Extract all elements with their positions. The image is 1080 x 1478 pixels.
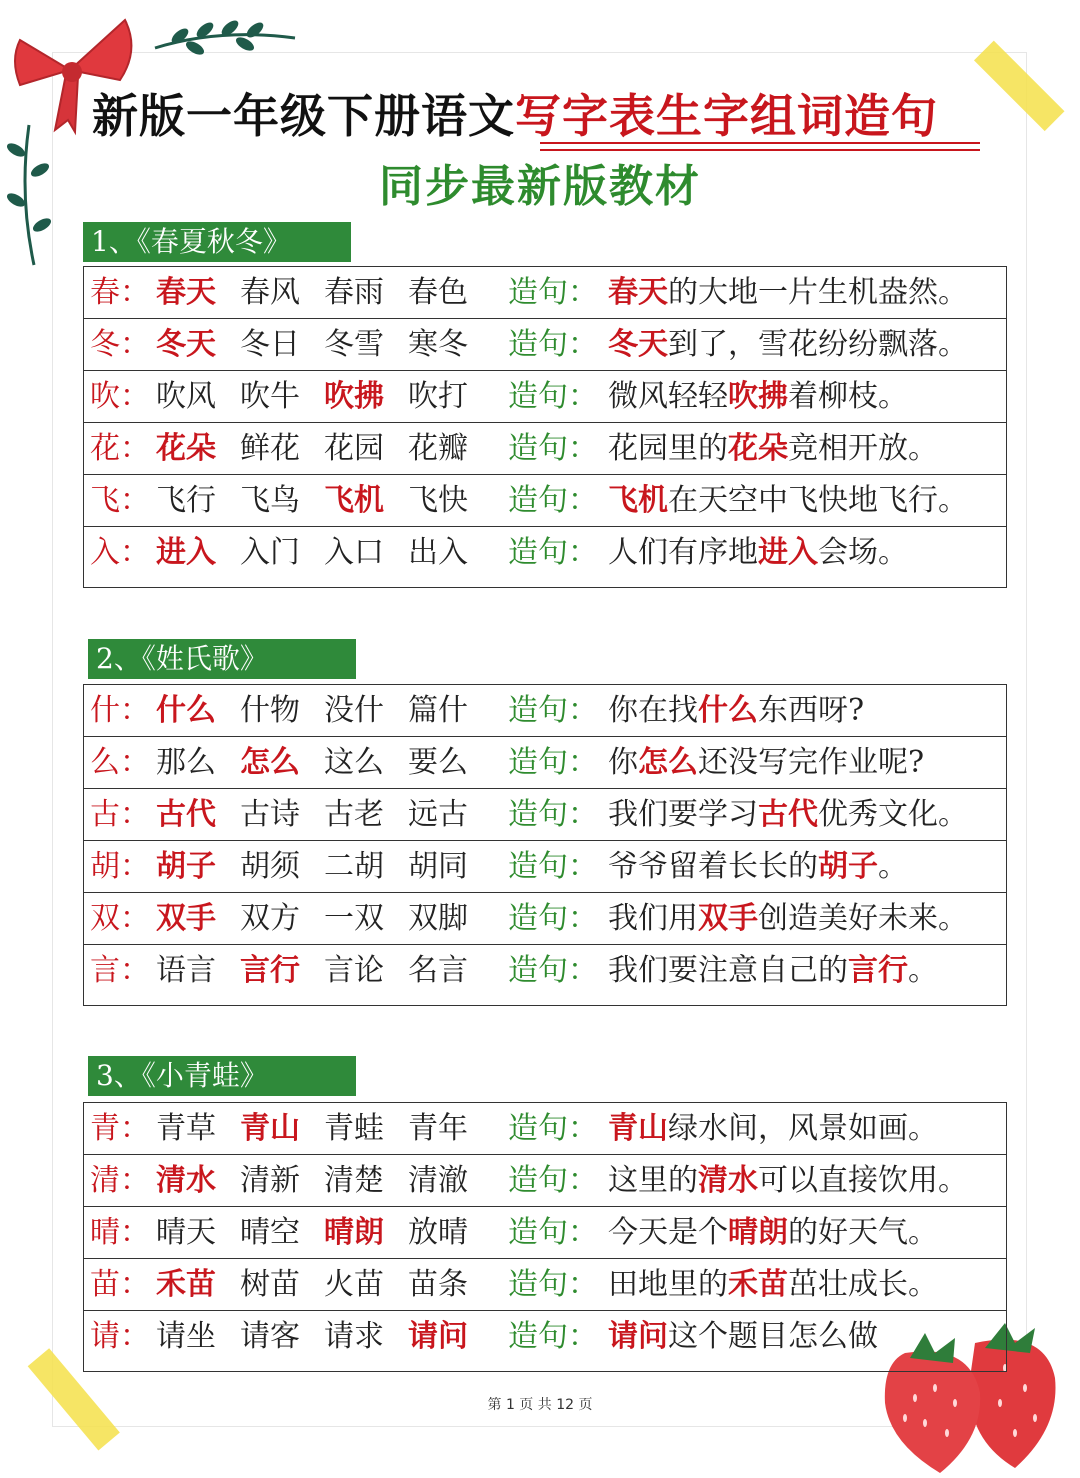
character-cell: 苗： xyxy=(90,1267,150,1302)
character-cell: 入： xyxy=(90,535,150,570)
section-header: 1、《春夏秋冬》 xyxy=(83,222,351,262)
word-cell: 什么 xyxy=(156,693,216,728)
character-text: 言 xyxy=(90,953,120,988)
character-text: 飞 xyxy=(90,483,120,518)
word-cell: 苗条 xyxy=(408,1267,468,1302)
sentence-cell xyxy=(608,475,968,527)
word-cell: 晴天 xyxy=(156,1215,216,1250)
word-cell: 寒冬 xyxy=(408,327,468,362)
character-cell: 么： xyxy=(90,745,150,780)
word-cell: 言行 xyxy=(240,953,300,988)
word-cell: 树苗 xyxy=(240,1267,300,1302)
sentence-highlight: 进入 xyxy=(758,535,818,570)
sentence-text: 。 xyxy=(878,849,908,884)
sentence-text: 这个题目怎么做 xyxy=(668,1319,878,1354)
word-cell: 请客 xyxy=(240,1319,300,1354)
word-cell: 请求 xyxy=(324,1319,384,1354)
sentence-cell xyxy=(608,1103,938,1155)
sentence-text: 东西呀? xyxy=(758,693,865,728)
table-row xyxy=(84,945,1006,1005)
word-cell: 入门 xyxy=(240,535,300,570)
character-cell: 吹： xyxy=(90,379,150,414)
sentence-text: 你在找 xyxy=(608,693,698,728)
word-cell: 双手 xyxy=(156,901,216,936)
word-cell: 飞机 xyxy=(324,483,384,518)
word-cell: 春天 xyxy=(156,275,216,310)
sentence-text: 在天空中飞快地飞行。 xyxy=(668,483,968,518)
sentence-text: 可以直接饮用。 xyxy=(758,1163,968,1198)
table-row xyxy=(84,267,1006,319)
page-footer: 第 1 页 共 12 页 xyxy=(487,1397,593,1413)
character-cell: 春： xyxy=(90,275,150,310)
table-row xyxy=(84,371,1006,423)
character-text: 入 xyxy=(90,535,120,570)
sentence-text: 。 xyxy=(908,953,938,988)
sentence-text: 我们要注意自己的 xyxy=(608,953,848,988)
word-cell: 青草 xyxy=(156,1111,216,1146)
word-cell: 晴朗 xyxy=(324,1215,384,1250)
word-cell: 冬日 xyxy=(240,327,300,362)
word-table xyxy=(83,266,1007,588)
word-table xyxy=(83,1102,1007,1372)
sentence-label: 造句： xyxy=(508,431,598,466)
word-cell: 语言 xyxy=(156,953,216,988)
sentence-label: 造句： xyxy=(508,1163,598,1198)
sentence-text: 爷爷留着长长的 xyxy=(608,849,818,884)
sentence-cell xyxy=(608,841,908,893)
sentence-highlight: 冬天 xyxy=(608,327,668,362)
sentence-text: 茁壮成长。 xyxy=(788,1267,938,1302)
word-cell: 禾苗 xyxy=(156,1267,216,1302)
sentence-label: 造句： xyxy=(508,1215,598,1250)
character-text: 春 xyxy=(90,275,120,310)
word-cell: 什物 xyxy=(240,693,300,728)
word-cell: 花瓣 xyxy=(408,431,468,466)
character-cell: 言： xyxy=(90,953,150,988)
word-cell: 放晴 xyxy=(408,1215,468,1250)
sentence-highlight: 言行 xyxy=(848,953,908,988)
sentence-cell xyxy=(608,319,968,371)
word-cell: 入口 xyxy=(324,535,384,570)
sentence-text: 着柳枝。 xyxy=(788,379,908,414)
sentence-text: 到了，雪花纷纷飘落。 xyxy=(668,327,968,362)
sentence-label: 造句： xyxy=(508,745,598,780)
word-cell: 清新 xyxy=(240,1163,300,1198)
word-cell: 这么 xyxy=(324,745,384,780)
character-text: 么 xyxy=(90,745,120,780)
word-cell: 篇什 xyxy=(408,693,468,728)
character-text: 苗 xyxy=(90,1267,120,1302)
table-row xyxy=(84,1155,1006,1207)
word-cell: 远古 xyxy=(408,797,468,832)
sentence-cell xyxy=(608,945,938,997)
character-cell: 花： xyxy=(90,431,150,466)
word-cell: 飞行 xyxy=(156,483,216,518)
word-cell: 怎么 xyxy=(240,745,300,780)
word-cell: 鲜花 xyxy=(240,431,300,466)
word-cell: 青蛙 xyxy=(324,1111,384,1146)
word-cell: 春雨 xyxy=(324,275,384,310)
word-cell: 进入 xyxy=(156,535,216,570)
word-cell: 花园 xyxy=(324,431,384,466)
sentence-text: 竞相开放。 xyxy=(788,431,938,466)
table-row xyxy=(84,1311,1006,1371)
sentence-highlight: 清水 xyxy=(698,1163,758,1198)
word-cell: 青年 xyxy=(408,1111,468,1146)
word-cell: 飞鸟 xyxy=(240,483,300,518)
sentence-text: 我们要学习 xyxy=(608,797,758,832)
sentence-highlight: 花朵 xyxy=(728,431,788,466)
sentence-cell xyxy=(608,685,864,737)
word-cell: 清水 xyxy=(156,1163,216,1198)
table-row xyxy=(84,527,1006,587)
word-cell: 花朵 xyxy=(156,431,216,466)
word-cell: 古老 xyxy=(324,797,384,832)
sentence-text: 还没写完作业呢? xyxy=(698,745,925,780)
section-header: 3、《小青蛙》 xyxy=(88,1056,356,1096)
table-row xyxy=(84,841,1006,893)
character-text: 双 xyxy=(90,901,120,936)
word-table xyxy=(83,684,1007,1006)
sentence-text: 会场。 xyxy=(818,535,908,570)
table-row xyxy=(84,423,1006,475)
sentence-text: 优秀文化。 xyxy=(818,797,968,832)
word-cell: 二胡 xyxy=(324,849,384,884)
sentence-highlight: 怎么 xyxy=(638,745,698,780)
character-cell: 清： xyxy=(90,1163,150,1198)
sentence-highlight: 什么 xyxy=(698,693,758,728)
character-cell: 冬： xyxy=(90,327,150,362)
word-cell: 名言 xyxy=(408,953,468,988)
sentence-highlight: 春天 xyxy=(608,275,668,310)
sentence-highlight: 请问 xyxy=(608,1319,668,1354)
word-cell: 晴空 xyxy=(240,1215,300,1250)
word-cell: 胡须 xyxy=(240,849,300,884)
word-cell: 冬天 xyxy=(156,327,216,362)
sentence-label: 造句： xyxy=(508,693,598,728)
sentence-text: 我们用 xyxy=(608,901,698,936)
table-row xyxy=(84,1103,1006,1155)
sentence-text: 你 xyxy=(608,745,638,780)
character-cell: 青： xyxy=(90,1111,150,1146)
sentence-text: 的大地一片生机盎然。 xyxy=(668,275,968,310)
sentence-label: 造句： xyxy=(508,849,598,884)
character-text: 吹 xyxy=(90,379,120,414)
sentence-cell xyxy=(608,1259,938,1311)
word-cell: 请坐 xyxy=(156,1319,216,1354)
sentence-text: 人们有序地 xyxy=(608,535,758,570)
sentence-cell xyxy=(608,527,908,579)
word-cell: 要么 xyxy=(408,745,468,780)
sentence-highlight: 双手 xyxy=(698,901,758,936)
word-cell: 吹打 xyxy=(408,379,468,414)
page-title xyxy=(92,80,992,144)
word-cell: 吹拂 xyxy=(324,379,384,414)
sentence-highlight: 胡子 xyxy=(818,849,878,884)
character-cell: 古： xyxy=(90,797,150,832)
word-cell: 一双 xyxy=(324,901,384,936)
character-cell: 胡： xyxy=(90,849,150,884)
table-row xyxy=(84,893,1006,945)
character-text: 冬 xyxy=(90,327,120,362)
word-cell: 飞快 xyxy=(408,483,468,518)
word-cell: 双方 xyxy=(240,901,300,936)
sentence-label: 造句： xyxy=(508,379,598,414)
word-cell: 清澈 xyxy=(408,1163,468,1198)
sentence-cell xyxy=(608,893,968,945)
sentence-text: 今天是个 xyxy=(608,1215,728,1250)
word-cell: 古诗 xyxy=(240,797,300,832)
sentence-highlight: 晴朗 xyxy=(728,1215,788,1250)
word-cell: 言论 xyxy=(324,953,384,988)
word-cell: 没什 xyxy=(324,693,384,728)
sentence-label: 造句： xyxy=(508,275,598,310)
character-cell: 请： xyxy=(90,1319,150,1354)
section-header: 2、《姓氏歌》 xyxy=(88,639,356,679)
sentence-cell xyxy=(608,1155,968,1207)
word-cell: 清楚 xyxy=(324,1163,384,1198)
sentence-label: 造句： xyxy=(508,953,598,988)
character-text: 请 xyxy=(90,1319,120,1354)
character-text: 胡 xyxy=(90,849,120,884)
character-text: 青 xyxy=(90,1111,120,1146)
word-cell: 吹牛 xyxy=(240,379,300,414)
word-cell: 冬雪 xyxy=(324,327,384,362)
word-cell: 双脚 xyxy=(408,901,468,936)
sentence-cell xyxy=(608,267,968,319)
sentence-label: 造句： xyxy=(508,1267,598,1302)
sentence-cell xyxy=(608,423,938,475)
table-row xyxy=(84,737,1006,789)
sentence-label: 造句： xyxy=(508,483,598,518)
table-row xyxy=(84,475,1006,527)
word-cell: 胡子 xyxy=(156,849,216,884)
sentence-cell xyxy=(608,1207,938,1259)
sentence-highlight: 古代 xyxy=(758,797,818,832)
sentence-text: 微风轻轻 xyxy=(608,379,728,414)
table-row xyxy=(84,1259,1006,1311)
sentence-cell xyxy=(608,1311,878,1363)
table-row xyxy=(84,319,1006,371)
table-row xyxy=(84,789,1006,841)
word-cell: 出入 xyxy=(408,535,468,570)
table-row xyxy=(84,1207,1006,1259)
word-cell: 春色 xyxy=(408,275,468,310)
character-cell: 晴： xyxy=(90,1215,150,1250)
character-text: 清 xyxy=(90,1163,120,1198)
word-cell: 那么 xyxy=(156,745,216,780)
word-cell: 请问 xyxy=(408,1319,468,1354)
title-part-red: 写字表生字组词造句 xyxy=(515,89,938,143)
character-cell: 什： xyxy=(90,693,150,728)
character-text: 花 xyxy=(90,431,120,466)
sentence-text: 的好天气。 xyxy=(788,1215,938,1250)
sentence-text: 花园里的 xyxy=(608,431,728,466)
sentence-label: 造句： xyxy=(508,1111,598,1146)
word-cell: 胡同 xyxy=(408,849,468,884)
table-row xyxy=(84,685,1006,737)
sentence-cell xyxy=(608,789,968,841)
sentence-cell xyxy=(608,737,924,789)
sentence-label: 造句： xyxy=(508,901,598,936)
sentence-highlight: 禾苗 xyxy=(728,1267,788,1302)
character-cell: 双： xyxy=(90,901,150,936)
word-cell: 青山 xyxy=(240,1111,300,1146)
sentence-label: 造句： xyxy=(508,797,598,832)
sentence-highlight: 飞机 xyxy=(608,483,668,518)
word-cell: 古代 xyxy=(156,797,216,832)
leaf-branch-top-decoration xyxy=(150,8,300,58)
word-cell: 火苗 xyxy=(324,1267,384,1302)
sentence-text: 田地里的 xyxy=(608,1267,728,1302)
sentence-highlight: 吹拂 xyxy=(728,379,788,414)
sentence-cell xyxy=(608,371,908,423)
character-cell: 飞： xyxy=(90,483,150,518)
sentence-label: 造句： xyxy=(508,327,598,362)
sentence-text: 创造美好未来。 xyxy=(758,901,968,936)
sentence-highlight: 青山 xyxy=(608,1111,668,1146)
word-cell: 春风 xyxy=(240,275,300,310)
sentence-label: 造句： xyxy=(508,1319,598,1354)
sentence-label: 造句： xyxy=(508,535,598,570)
title-part-black: 新版一年级下册语文 xyxy=(92,89,515,143)
character-text: 古 xyxy=(90,797,120,832)
character-text: 什 xyxy=(90,693,120,728)
word-cell: 吹风 xyxy=(156,379,216,414)
page-subtitle: 同步最新版教材 xyxy=(379,161,701,212)
sentence-text: 这里的 xyxy=(608,1163,698,1198)
sentence-text: 绿水间，风景如画。 xyxy=(668,1111,938,1146)
character-text: 晴 xyxy=(90,1215,120,1250)
